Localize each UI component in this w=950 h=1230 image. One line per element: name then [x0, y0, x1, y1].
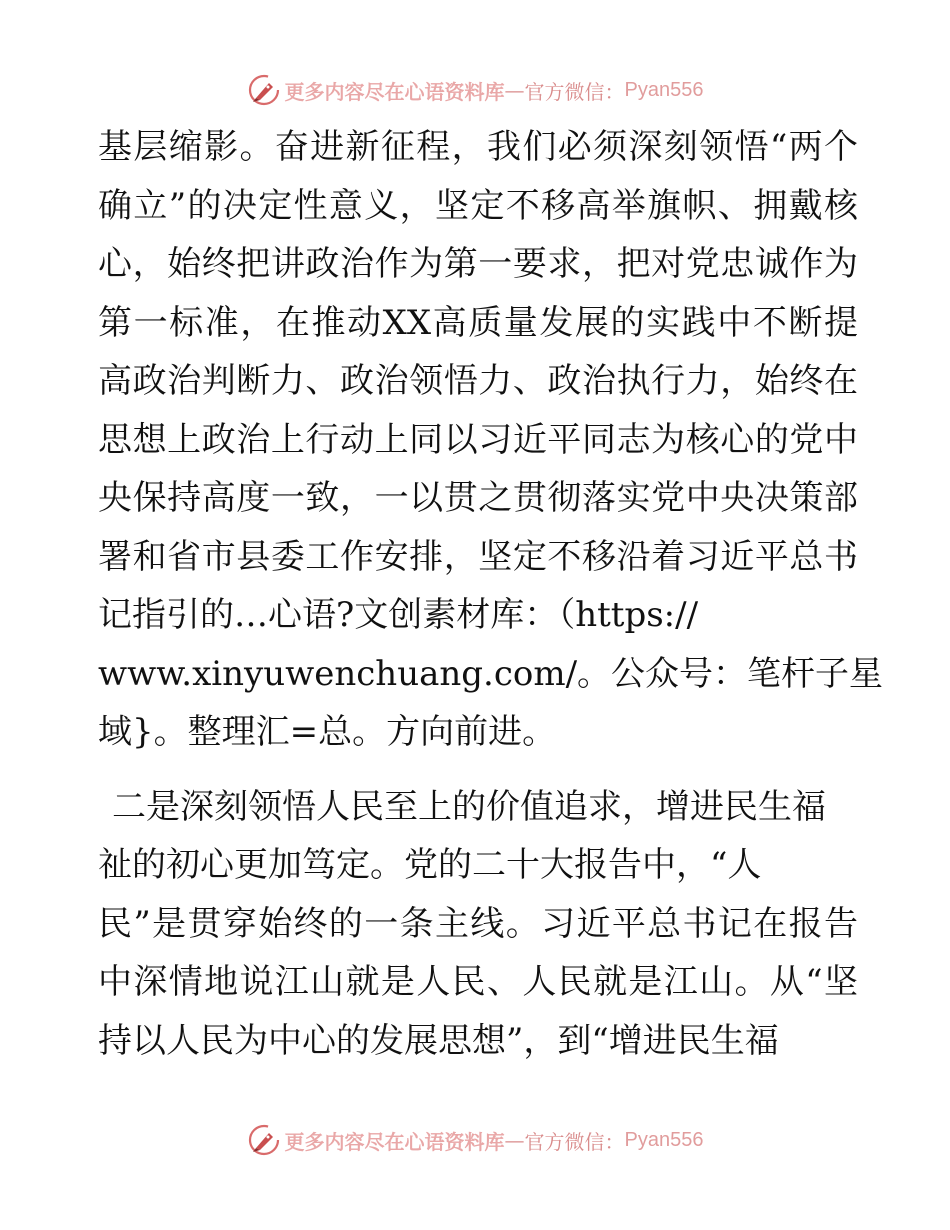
footer-banner: [0, 1120, 950, 1160]
header-id-text: Pyan556: [624, 78, 704, 101]
p1-line: 心，始终把讲政治作为第一要求，把对党忠诚作为: [98, 244, 858, 284]
document-body: [98, 118, 884, 1070]
footer-sub-text: 官方微信：: [524, 1129, 625, 1154]
p1-line: 高政治判断力、政治领悟力、政治执行力，始终在: [98, 361, 858, 401]
p1-line: 思想上政治上行动上同以习近平同志为核心的党中: [98, 419, 858, 460]
header-brand-text: 更多内容尽在心语资料库: [284, 79, 505, 104]
p1-line: 第一标准，在推动XX高质量发展的实践中不断提: [98, 302, 858, 343]
p1-line: www.xinyuwenchuang.com/。公众号：笔杆子星: [98, 653, 884, 694]
header-sub-text: 官方微信：: [524, 79, 625, 104]
p1-line: 确立”的决定性意义，坚定不移高举旗帜、拥戴核: [98, 185, 858, 226]
pen-nib-logo-icon: [247, 1123, 281, 1157]
p2-line: 二是深刻领悟人民至上的价值追求，增进民生福: [112, 786, 826, 827]
header-separator: —: [504, 78, 525, 102]
p1-line: 基层缩影。奋进新征程，我们必须深刻领悟“两个: [98, 127, 858, 167]
header-banner: [0, 70, 950, 110]
p1-line: 央保持高度一致，一以贯之贯彻落实党中央决策部: [98, 478, 858, 518]
p2-line: 祉的初心更加笃定。党的二十大报告中，“人: [98, 845, 762, 885]
p2-line: 民”是贯穿始终的一条主线。习近平总书记在报告: [98, 903, 858, 944]
footer-brand-text: 更多内容尽在心语资料库: [284, 1129, 505, 1154]
p1-line: 署和省市县委工作安排，坚定不移沿着习近平总书: [98, 536, 858, 577]
footer-separator: —: [504, 1128, 525, 1152]
paragraph-gap: [98, 762, 858, 778]
footer-id-text: Pyan556: [624, 1128, 704, 1151]
p1-line: 域}。整理汇=总。方向前进。: [98, 712, 557, 752]
p1-line: 记指引的…心语?文创素材库：（https://: [98, 595, 699, 635]
p2-line: 中深情地说江山就是人民、人民就是江山。从“坚: [98, 962, 858, 1002]
p2-line: 持以人民为中心的发展思想”，到“增进民生福: [98, 1020, 779, 1061]
pen-nib-logo-icon: [247, 73, 281, 107]
